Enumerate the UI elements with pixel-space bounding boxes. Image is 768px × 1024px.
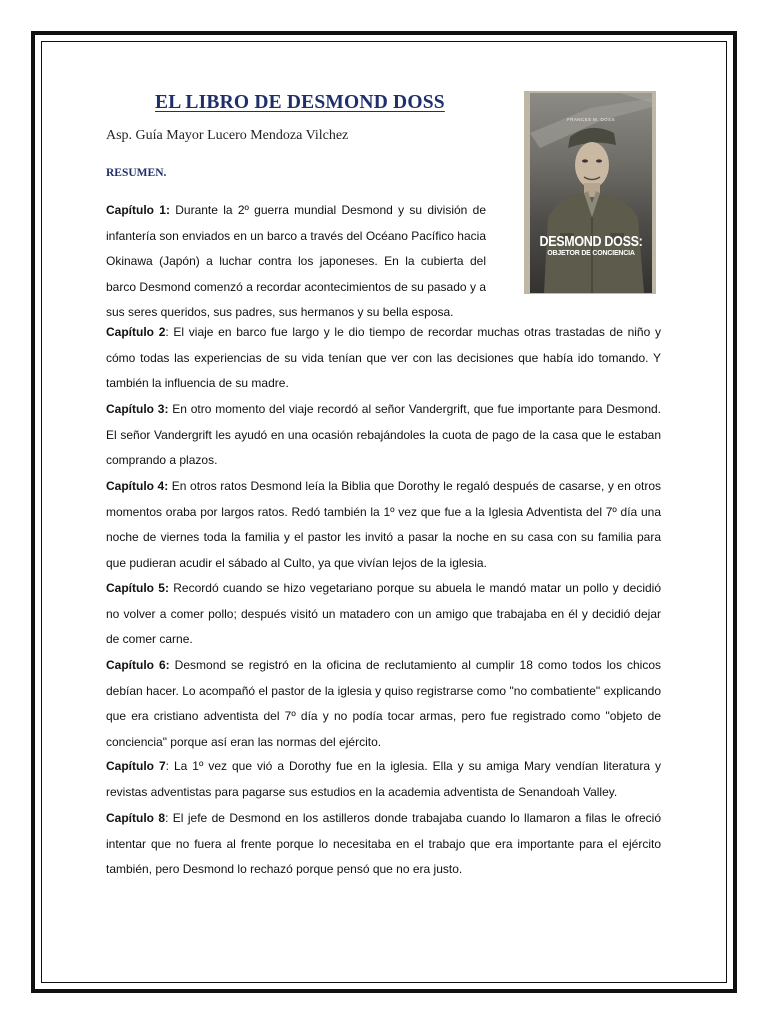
- chapter-label: Capítulo 6:: [106, 658, 170, 672]
- chapter-8-paragraph: [106, 806, 661, 883]
- soldier-portrait-image: [530, 93, 652, 293]
- book-cover-subtitle: OBJETOR DE CONCIENCIA: [547, 250, 635, 257]
- chapter-label: Capítulo 8: [106, 811, 166, 825]
- chapter-text: : El viaje en barco fue largo y le dio tiempo de recordar muchas otras trastadas de niño y cómo todas las experiencias de su vida tenían que ver con las decisiones que había ido tomando. Y también la influencia de su madre.: [106, 325, 661, 390]
- chapter-label: Capítulo 7: [106, 759, 166, 773]
- chapter-1-paragraph: [106, 198, 486, 326]
- book-cover-author: FRANCES M. DOSS: [567, 117, 615, 122]
- chapter-label: Capítulo 5:: [106, 581, 169, 595]
- book-cover-title: DESMOND DOSS:: [539, 232, 643, 250]
- chapter-label: Capítulo 4:: [106, 479, 169, 493]
- chapter-3-paragraph: [106, 397, 661, 474]
- document-title: EL LIBRO DE DESMOND DOSS: [155, 92, 445, 113]
- chapter-4-paragraph: [106, 474, 661, 576]
- chapter-text: En otro momento del viaje recordó al señor Vandergrift, que fue importante para Desmond. El señor Vandergrift les ayudó en una ocasión rebajándoles la cuota de pago de la casa que le estaban comprando a plazos.: [106, 402, 661, 467]
- section-heading: RESUMEN.: [106, 167, 167, 179]
- chapter-text: : El jefe de Desmond en los astilleros donde trabajaba cuando lo llamaron a filas le ofreció intentar que no fuera al frente porque lo necesitaba en el trabajo que era importante para el ejército también, pero Desmond lo rechazó porque pensó que no era justo.: [106, 811, 661, 876]
- document-author: Asp. Guía Mayor Lucero Mendoza Vilchez: [106, 128, 349, 143]
- chapter-label: Capítulo 3:: [106, 402, 169, 416]
- book-cover-photo: [524, 91, 656, 294]
- chapter-label: Capítulo 2: [106, 325, 166, 339]
- chapter-5-paragraph: [106, 576, 661, 653]
- chapter-text: : La 1º vez que vió a Dorothy fue en la iglesia. Ella y su amiga Mary vendían literatura y revistas adventistas para pagarse sus estudios en la academia adventista de Senandoah Valley.: [106, 759, 661, 799]
- chapter-2-paragraph: [106, 320, 661, 397]
- chapter-6-paragraph: [106, 653, 661, 755]
- chapter-7-paragraph: [106, 754, 661, 805]
- book-cover: [530, 93, 652, 293]
- chapter-text: Desmond se registró en la oficina de reclutamiento al cumplir 18 como todos los chicos debían hacer. Lo acompañó el pastor de la iglesia y quiso registrarse como "no combatiente" explicando que era cristiano adventista del 7º día y no podía tocar armas, pero fue registrado como "objeto de conciencia" porque así eran las normas del ejército.: [106, 658, 661, 749]
- chapter-label: Capítulo 1:: [106, 203, 170, 217]
- chapter-text: Durante la 2º guerra mundial Desmond y su división de infantería son enviados en un barco a través del Océano Pacífico hacia Okinawa (Japón) a luchar contra los japoneses. En la cubierta del barco Desmond comenzó a recordar acontecimientos de su pasado y a sus seres queridos, sus padres, sus hermanos y su bella esposa.: [106, 203, 486, 319]
- chapter-text: Recordó cuando se hizo vegetariano porque su abuela le mandó matar un pollo y decidió no volver a comer pollo; después visitó un matadero con un amigo que trabajaba en él y decidió dejar de comer carne.: [106, 581, 661, 646]
- chapter-text: En otros ratos Desmond leía la Biblia que Dorothy le regaló después de casarse, y en otros momentos oraba por largos ratos. Redó también la 1º vez que fue a la Iglesia Adventista del 7º día una noche de viernes toda la familia y el pastor les invitó a pasar la noche en su casa con su familia para que pudieran acudir el sábado al Culto, ya que vivían lejos de la iglesia.: [106, 479, 662, 570]
